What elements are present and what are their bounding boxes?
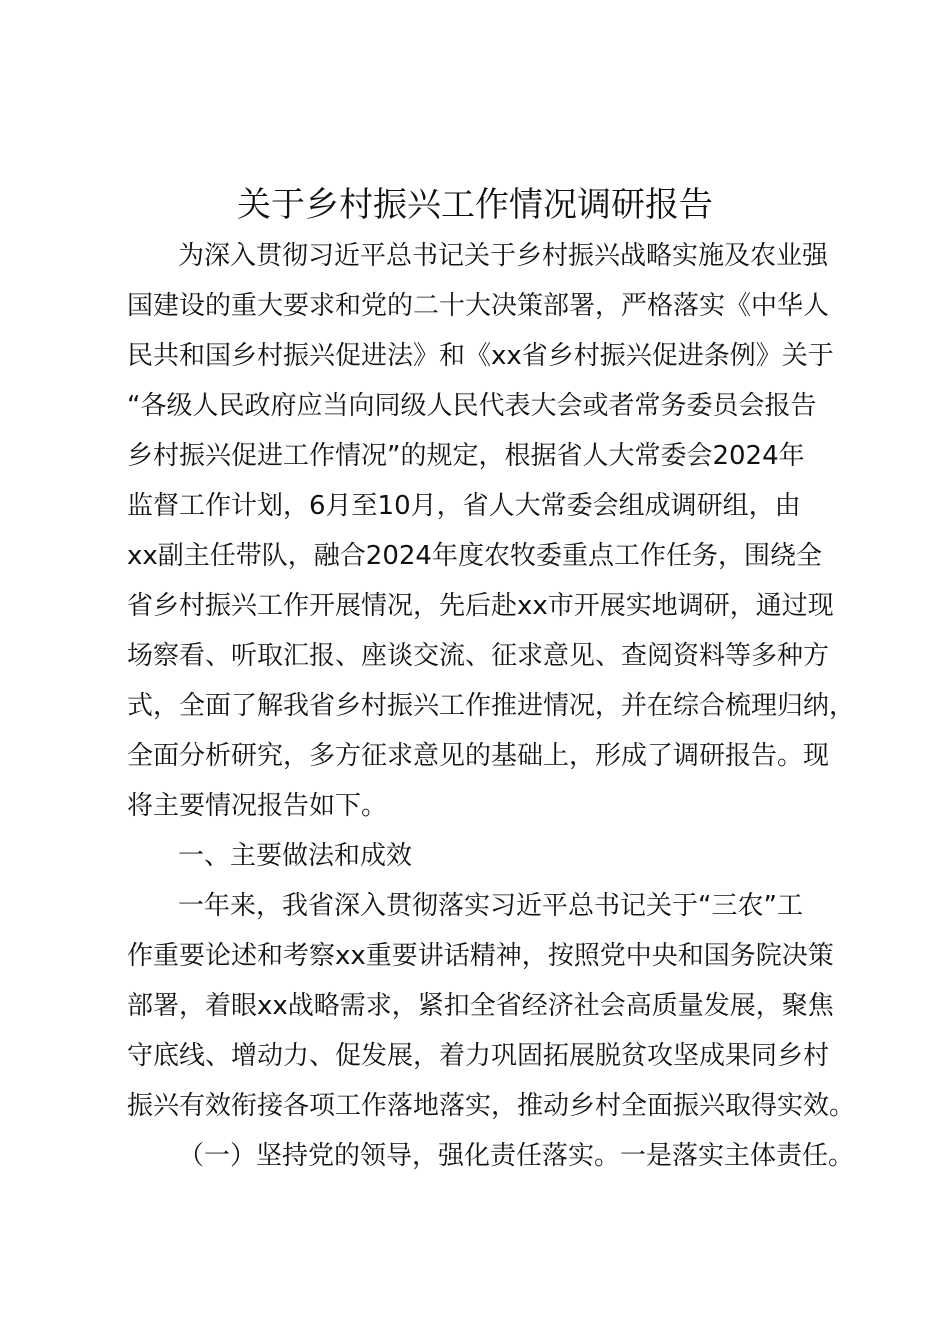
paragraph-line: “各级人民政府应当向同级人民代表大会或者常务委员会报告	[127, 391, 817, 421]
paragraph-line: 部署，着眼xx战略需求，紧扣全省经济社会高质量发展，聚焦	[127, 991, 834, 1021]
paragraph-line: 国建设的重大要求和党的二十大决策部署，严格落实《中华人	[127, 291, 830, 321]
section-heading: 一、主要做法和成效	[178, 841, 413, 871]
paragraph-line: xx副主任带队，融合2024年度农牧委重点工作任务，围绕全	[127, 541, 822, 571]
paragraph-line: 为深入贯彻习近平总书记关于乡村振兴战略实施及农业强	[178, 241, 829, 271]
paragraph-line: 民共和国乡村振兴促进法》和《xx省乡村振兴促进条例》关于	[127, 341, 834, 371]
paragraph-line: 场察看、听取汇报、座谈交流、征求意见、查阅资料等多种方	[127, 641, 830, 671]
paragraph-line: 监督工作计划，6月至10月，省人大常委会组成调研组，由	[127, 491, 801, 521]
paragraph-line: 振兴有效衔接各项工作落地落实，推动乡村全面振兴取得实效。	[127, 1091, 856, 1121]
paragraph-line: 全面分析研究，多方征求意见的基础上，形成了调研报告。现	[127, 741, 830, 771]
paragraph-line: 省乡村振兴工作开展情况，先后赴xx市开展实地调研，通过现	[127, 591, 834, 621]
paragraph-line: 守底线、增动力、促发展，着力巩固拓展脱贫攻坚成果同乡村	[127, 1041, 830, 1071]
paragraph-line: 将主要情况报告如下。	[127, 791, 388, 821]
document-title: 关于乡村振兴工作情况调研报告	[237, 185, 713, 225]
paragraph-line: 作重要论述和考察xx重要讲话精神，按照党中央和国务院决策	[127, 941, 834, 971]
paragraph-line: 一年来，我省深入贯彻落实习近平总书记关于“三农”工	[178, 891, 803, 921]
subsection-line: （一）坚持党的领导，强化责任落实。一是落实主体责任。	[178, 1141, 855, 1171]
paragraph-line: 乡村振兴促进工作情况”的规定，根据省人大常委会2024年	[127, 441, 805, 471]
paragraph-line: 式，全面了解我省乡村振兴工作推进情况，并在综合梳理归纳，	[127, 691, 856, 721]
